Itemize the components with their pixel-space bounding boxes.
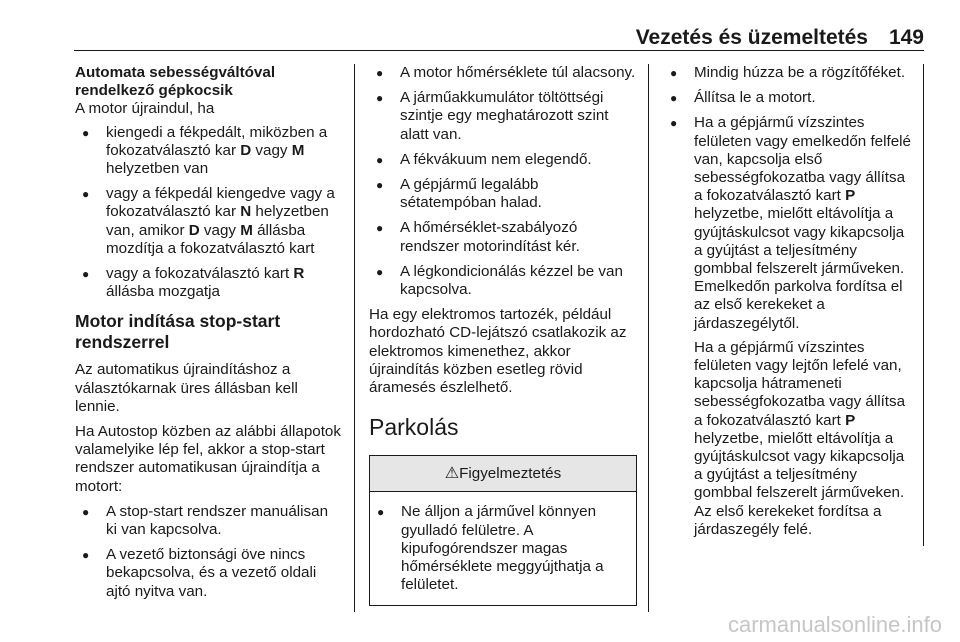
parking-steps-list <box>664 64 914 333</box>
paragraph: Ha Autostop közben az alábbi állapotok valamelyike lép fel, akkor a stop-start rendszer automatikusan újraindítja a motort: <box>75 423 341 495</box>
watermark: carmanualsonline.info <box>727 612 942 637</box>
subheading-automatic: Automata sebességváltóval rendelkező gépkocsik <box>75 64 276 100</box>
autostop-conditions-list <box>75 503 343 601</box>
restart-conditions-list <box>75 124 343 302</box>
autostop-conditions-list-cont <box>369 64 637 299</box>
paragraph: Ha egy elektromos tartozék, például hordozható CD-lejátszó csatlakozik az elektromos kimenethez, akkor újraindítás közben esetleg rövid áramesés észlelhető. <box>369 306 627 397</box>
page-header <box>0 26 960 50</box>
section-title-parking: Parkolás <box>369 414 459 441</box>
warning-header <box>370 456 636 492</box>
list-item: ● A légkondicionálás kézzel be van kapcsolva. <box>369 263 637 299</box>
column-3 <box>664 64 914 546</box>
intro-text: A motor újraindul, ha <box>75 100 215 118</box>
column-divider-3 <box>923 64 924 546</box>
list-item: ● vagy a fokozatválasztó kart R állásba mozgatja <box>75 265 343 301</box>
column-divider-2 <box>648 64 649 612</box>
list-item: ● A hőmérséklet-szabályozó rendszer motorindítást kér. <box>369 219 637 255</box>
column-2 <box>369 64 637 606</box>
sub-paragraph: Ha a gépjármű vízszintes felületen vagy lejtőn lefelé van, kapcsolja hátrameneti sebességfokozatba vagy állítsa a fokozatválasztó kart P helyzetbe, mielőtt eltávolítja a gyújtáskulcsot vagy kikapcsolja a gyújtást a teljesítmény gombbal felszerelt járműveken. Az első kerekeket fordítsa a járdaszegély felé. <box>694 338 906 538</box>
paragraph: Az automatikus újraindításhoz a választókarnak üres állásban kell lennie. <box>75 361 298 415</box>
list-item: ● A vezető biztonsági öve nincs bekapcsolva, és a vezető oldali ajtó nyitva van. <box>75 546 343 601</box>
list-item: ● A fékvákuum nem elegendő. <box>369 151 637 169</box>
warning-box <box>369 455 637 606</box>
list-item: ● Mindig húzza be a rögzítőféket. <box>664 64 914 82</box>
list-item: ● A gépjármű legalább sétatempóban halad. <box>369 176 637 212</box>
warning-icon: ⚠ <box>444 465 460 483</box>
header-title: Vezetés és üzemeltetés <box>635 26 868 49</box>
column-divider-1 <box>354 64 355 612</box>
page-number: 149 <box>888 26 924 49</box>
warning-title: Figyelmeztetés <box>459 465 562 483</box>
list-item: ● Ha a gépjármű vízszintes felületen vagy emelkedőn felfelé van, kapcsolja első sebességfokozatba vagy állítsa a fokozatválasztó kart P helyzetbe, mielőtt eltávolítja a gyújtáskulcsot vagy kikapcsolja a gyújtást a teljesítmény gombbal felszerelt járműveken. Emelkedőn parkolva fordítsa el az első kerekeket a járdaszegélytől. <box>664 114 914 332</box>
list-item: ● A járműakkumulátor töltöttségi szintje egy meghatározott szint alatt van. <box>369 89 637 144</box>
header-rule <box>74 50 924 51</box>
column-1 <box>75 64 343 608</box>
list-item: ● Állítsa le a motort. <box>664 89 914 107</box>
list-item: ● A stop-start rendszer manuálisan ki van kapcsolva. <box>75 503 343 539</box>
list-item: ● vagy a fékpedál kiengedve vagy a fokozatválasztó kar N helyzetben van, amikor D vagy M állásba mozdítja a fokozatválasztó kart <box>75 185 343 258</box>
section-title-stop-start: Motor indítása stop-start rendszerrel <box>75 311 281 353</box>
list-item: ● kiengedi a fékpedált, miközben a fokozatválasztó kar D vagy M helyzetben van <box>75 124 343 179</box>
list-item: ● A motor hőmérséklete túl alacsony. <box>369 64 637 82</box>
list-item: ● Ne álljon a járművel könnyen gyulladó felületre. A kipufogórendszer magas hőmérséklete meggyújthatja a felületet. <box>370 503 636 594</box>
warning-body <box>370 492 636 605</box>
